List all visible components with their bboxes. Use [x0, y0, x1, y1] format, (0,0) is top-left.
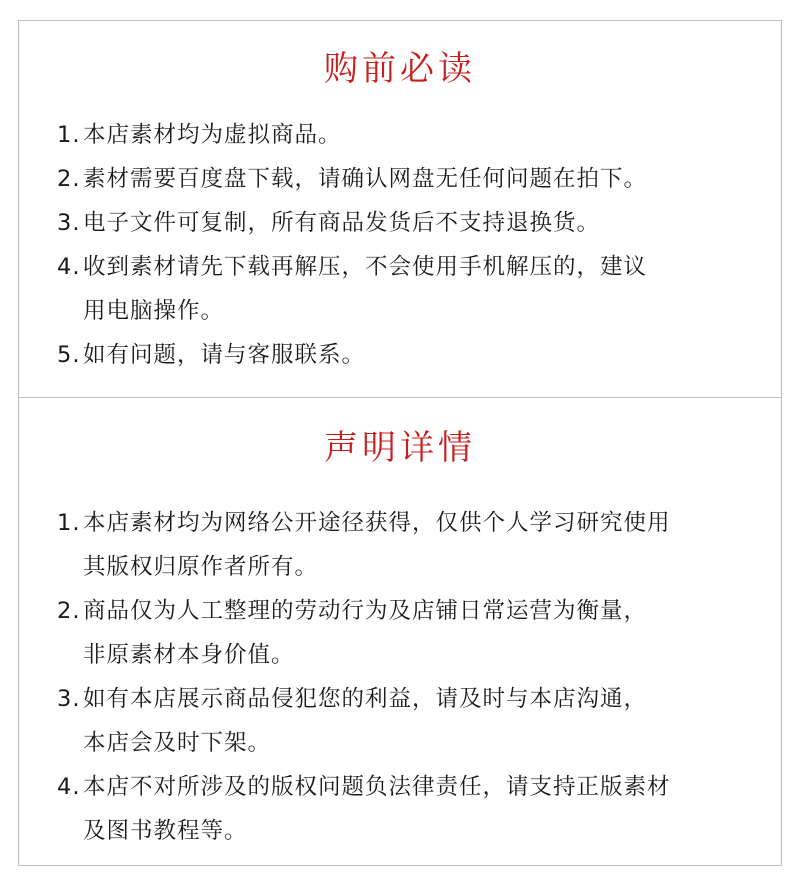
- list-item: [57, 201, 647, 245]
- item-number: 4.: [57, 774, 81, 800]
- purchase-notice-title: 购前必读: [324, 49, 476, 89]
- declaration-section: [19, 398, 781, 865]
- item-text-continued: 非原素材本身价值。: [83, 642, 295, 668]
- list-item: [57, 501, 671, 589]
- item-number: 3.: [57, 210, 81, 236]
- item-text: 商品仅为人工整理的劳动行为及店铺日常运营为衡量，: [83, 598, 648, 624]
- item-number: 1.: [57, 122, 81, 148]
- list-item: [57, 157, 647, 201]
- item-number: 1.: [57, 510, 81, 536]
- item-number: 5.: [57, 342, 81, 368]
- notice-frame: [18, 20, 782, 866]
- list-item: [57, 245, 647, 333]
- purchase-notice-section: [19, 21, 781, 398]
- item-number: 3.: [57, 686, 81, 712]
- item-text: 本店素材均为虚拟商品。: [83, 122, 342, 148]
- item-text: 收到素材请先下载再解压，不会使用手机解压的，建议: [83, 254, 648, 280]
- item-text-continued: 及图书教程等。: [83, 818, 248, 844]
- list-item: [57, 333, 647, 377]
- item-text-continued: 其版权归原作者所有。: [83, 554, 319, 580]
- list-item: [57, 677, 671, 765]
- list-item: [57, 589, 671, 677]
- item-number: 2.: [57, 166, 81, 192]
- declaration-title: 声明详情: [324, 428, 476, 468]
- item-text: 素材需要百度盘下载，请确认网盘无任何问题在拍下。: [83, 166, 648, 192]
- item-text: 本店不对所涉及的版权问题负法律责任，请支持正版素材: [83, 774, 671, 800]
- item-number: 2.: [57, 598, 81, 624]
- item-number: 4.: [57, 254, 81, 280]
- item-text: 如有问题，请与客服联系。: [83, 342, 366, 368]
- list-item: [57, 765, 671, 853]
- item-text-continued: 用电脑操作。: [83, 298, 225, 324]
- item-text: 如有本店展示商品侵犯您的利益，请及时与本店沟通，: [83, 686, 648, 712]
- item-text-continued: 本店会及时下架。: [83, 730, 272, 756]
- declaration-list: [57, 501, 671, 853]
- item-text: 本店素材均为网络公开途径获得，仅供个人学习研究使用: [83, 510, 671, 536]
- purchase-notice-list: [57, 113, 647, 377]
- list-item: [57, 113, 647, 157]
- item-text: 电子文件可复制，所有商品发货后不支持退换货。: [83, 210, 601, 236]
